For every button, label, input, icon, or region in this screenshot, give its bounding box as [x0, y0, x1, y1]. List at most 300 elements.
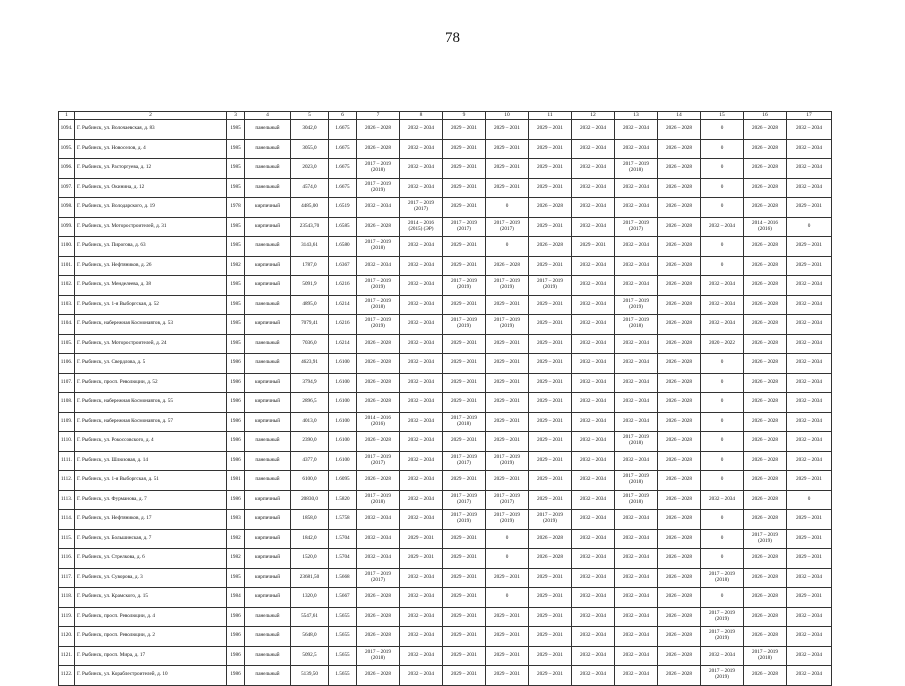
table-cell: 2029 – 2031	[529, 120, 572, 140]
table-cell: 2026 – 2028	[658, 139, 701, 159]
table-cell: 2032 – 2034	[357, 256, 400, 276]
table-cell: 1.6216	[329, 315, 357, 335]
table-cell: 2026 – 2028	[529, 198, 572, 218]
row-number-cell: 1108.	[59, 393, 75, 413]
table-cell: 2029 – 2031	[529, 412, 572, 432]
table-cell: панельный	[245, 354, 291, 374]
table-cell: 2032 – 2034	[787, 393, 832, 413]
table-cell: 1842,0	[291, 529, 329, 549]
column-header: 4	[245, 112, 291, 120]
row-number-cell: 1105.	[59, 334, 75, 354]
table-cell: 2017 – 2019 (2019)	[486, 315, 529, 335]
table-cell: 2029 – 2031	[529, 373, 572, 393]
table-cell: 0	[701, 549, 744, 569]
table-cell: 2029 – 2031	[443, 159, 486, 179]
table-cell: 2032 – 2034	[572, 354, 615, 374]
address-cell: Г. Рыбинск, набережная Космонавтов, д. 55	[75, 393, 227, 413]
table-cell: 2026 – 2028	[744, 607, 787, 627]
table-cell: кирпичный	[245, 198, 291, 218]
table-cell: 2032 – 2034	[787, 432, 832, 452]
table-cell: панельный	[245, 178, 291, 198]
table-cell: 2017 – 2019 (2018)	[615, 471, 658, 491]
table-cell: 2032 – 2034	[615, 627, 658, 647]
table-cell: 2032 – 2034	[400, 276, 443, 296]
table-cell: 2017 – 2019 (2017)	[443, 490, 486, 510]
table-cell: 1.6214	[329, 334, 357, 354]
table-cell: 2032 – 2034	[572, 588, 615, 608]
table-cell: 2014 – 2016 (2016)	[357, 412, 400, 432]
table-cell: 2032 – 2034	[787, 451, 832, 471]
table-cell: 2026 – 2028	[357, 588, 400, 608]
table-cell: 2032 – 2034	[572, 412, 615, 432]
table-row	[59, 315, 832, 335]
table-cell: 2032 – 2034	[615, 588, 658, 608]
table-cell: 2032 – 2034	[400, 256, 443, 276]
table-cell: 2026 – 2028	[744, 549, 787, 569]
table-cell: 2032 – 2034	[572, 549, 615, 569]
table-cell: 2026 – 2028	[658, 646, 701, 666]
table-cell: 2032 – 2034	[572, 666, 615, 686]
table-cell: 2032 – 2034	[615, 334, 658, 354]
table-cell: 0	[701, 393, 744, 413]
table-cell: панельный	[245, 432, 291, 452]
table-cell: 1986	[227, 627, 245, 647]
table-cell: 2029 – 2031	[486, 139, 529, 159]
table-cell: 2017 – 2019 (2018)	[615, 490, 658, 510]
table-cell: кирпичный	[245, 256, 291, 276]
column-header: 14	[658, 112, 701, 120]
address-cell: Г. Рыбинск, ул. 1-я Выборгская, д. 51	[75, 471, 227, 491]
table-cell: 2029 – 2031	[443, 588, 486, 608]
table-cell: кирпичный	[245, 276, 291, 296]
table-cell: 2032 – 2034	[400, 373, 443, 393]
row-number-cell: 1100.	[59, 237, 75, 257]
table-cell: 1.6100	[329, 373, 357, 393]
table-cell: 2032 – 2034	[701, 217, 744, 237]
table-cell: 2017 – 2019 (2017)	[357, 451, 400, 471]
table-cell: 2029 – 2031	[787, 549, 832, 569]
table-cell: 7036,0	[291, 334, 329, 354]
table-cell: 2029 – 2031	[443, 432, 486, 452]
address-cell: Г. Рыбинск, ул. Стрелкова, д. 6	[75, 549, 227, 569]
table-cell: 2026 – 2028	[744, 588, 787, 608]
table-cell: 2014 – 2016 (2016)	[744, 217, 787, 237]
table-cell: 2017 – 2019 (2018)	[615, 432, 658, 452]
table-cell: 2032 – 2034	[572, 276, 615, 296]
table-cell: 2032 – 2034	[400, 178, 443, 198]
table-cell: 2032 – 2034	[787, 607, 832, 627]
table-cell: 1986	[227, 354, 245, 374]
table-cell: кирпичный	[245, 529, 291, 549]
table-cell: 2026 – 2028	[744, 198, 787, 218]
address-cell: Г. Рыбинск, набережная Космонавтов, д. 57	[75, 412, 227, 432]
table-cell: 1.5704	[329, 529, 357, 549]
table-row	[59, 412, 832, 432]
row-number-cell: 1112.	[59, 471, 75, 491]
table-cell: 2029 – 2031	[443, 568, 486, 588]
table-cell: 2029 – 2031	[529, 295, 572, 315]
table-cell: 2026 – 2028	[658, 159, 701, 179]
row-number-cell: 1102.	[59, 276, 75, 296]
table-cell: 2026 – 2028	[744, 666, 787, 686]
table-cell: 2026 – 2028	[658, 510, 701, 530]
column-header: 5	[291, 112, 329, 120]
table-cell: 0	[701, 451, 744, 471]
table-cell: 2026 – 2028	[744, 373, 787, 393]
table-cell: 1.5655	[329, 646, 357, 666]
table-cell: 4574,0	[291, 178, 329, 198]
table-cell: 1986	[227, 432, 245, 452]
table-cell: 2032 – 2034	[615, 393, 658, 413]
table-cell: кирпичный	[245, 217, 291, 237]
table-cell: 1520,0	[291, 549, 329, 569]
column-header: 10	[486, 112, 529, 120]
table-cell: 1986	[227, 490, 245, 510]
table-cell: 2029 – 2031	[486, 393, 529, 413]
table-cell: 1982	[227, 529, 245, 549]
column-header: 9	[443, 112, 486, 120]
column-header: 6	[329, 112, 357, 120]
table-cell: 0	[701, 412, 744, 432]
table-cell: 2029 – 2031	[443, 549, 486, 569]
table-cell: 1986	[227, 393, 245, 413]
table-row	[59, 217, 832, 237]
table-cell: 2032 – 2034	[615, 510, 658, 530]
table-cell: 2029 – 2031	[529, 607, 572, 627]
table-cell: 2026 – 2028	[744, 237, 787, 257]
row-number-cell: 1101.	[59, 256, 75, 276]
table-cell: 0	[701, 354, 744, 374]
page-number: 78	[445, 30, 460, 46]
table-row	[59, 607, 832, 627]
table-row	[59, 354, 832, 374]
table-cell: 0	[701, 256, 744, 276]
row-number-cell: 1115.	[59, 529, 75, 549]
table-cell: 2017 – 2019 (2019)	[443, 276, 486, 296]
table-cell: 1985	[227, 237, 245, 257]
table-cell: 2017 – 2019 (2019)	[357, 178, 400, 198]
table-cell: 2029 – 2031	[787, 256, 832, 276]
table-cell: 2032 – 2034	[400, 412, 443, 432]
table-cell: 2032 – 2034	[400, 354, 443, 374]
table-cell: панельный	[245, 627, 291, 647]
table-row	[59, 178, 832, 198]
address-cell: Г. Рыбинск, ул. Кораблестроителей, д. 10	[75, 666, 227, 686]
row-number-cell: 1110.	[59, 432, 75, 452]
table-cell: 1.5668	[329, 568, 357, 588]
table-cell: панельный	[245, 295, 291, 315]
table-cell: 2029 – 2031	[529, 568, 572, 588]
table-cell: 2032 – 2034	[400, 237, 443, 257]
table-cell: 0	[701, 120, 744, 140]
table-cell: 1.6100	[329, 451, 357, 471]
table-cell: 2026 – 2028	[744, 490, 787, 510]
address-cell: Г. Рыбинск, ул. Большинская, д. 7	[75, 529, 227, 549]
table-cell: 1.6580	[329, 237, 357, 257]
table-cell: 2029 – 2031	[443, 120, 486, 140]
table-cell: 1983	[227, 510, 245, 530]
table-cell: 2020 – 2022	[701, 334, 744, 354]
table-cell: 2029 – 2031	[443, 471, 486, 491]
table-cell: 2029 – 2031	[486, 471, 529, 491]
address-cell: Г. Рыбинск, ул. Нефтяников, д. 26	[75, 256, 227, 276]
table-cell: 2029 – 2031	[529, 256, 572, 276]
table-cell: 2032 – 2034	[615, 412, 658, 432]
table-cell: 0	[787, 490, 832, 510]
table-cell: 2026 – 2028	[744, 354, 787, 374]
table-cell: 5648,0	[291, 627, 329, 647]
table-cell: 0	[486, 529, 529, 549]
table-cell: 1.6675	[329, 159, 357, 179]
row-number-cell: 1098.	[59, 198, 75, 218]
table-cell: 2032 – 2034	[787, 666, 832, 686]
table-cell: кирпичный	[245, 393, 291, 413]
row-number-cell: 1114.	[59, 510, 75, 530]
table-cell: 2026 – 2028	[357, 393, 400, 413]
table-cell: 2032 – 2034	[400, 607, 443, 627]
table-cell: 2026 – 2028	[529, 529, 572, 549]
table-cell: 2032 – 2034	[787, 334, 832, 354]
table-cell: 2032 – 2034	[615, 607, 658, 627]
table-cell: 2032 – 2034	[357, 529, 400, 549]
table-cell: 0	[701, 178, 744, 198]
table-cell: кирпичный	[245, 315, 291, 335]
table-cell: 2029 – 2031	[486, 432, 529, 452]
table-cell: 1986	[227, 373, 245, 393]
table-cell: 1.6675	[329, 120, 357, 140]
table-cell: 2029 – 2031	[486, 295, 529, 315]
table-cell: 2017 – 2019 (2017)	[357, 568, 400, 588]
table-cell: 1.6214	[329, 295, 357, 315]
table-cell: 20830,0	[291, 490, 329, 510]
table-cell: 1.5667	[329, 588, 357, 608]
table-cell: 2026 – 2028	[658, 432, 701, 452]
table-cell: 2029 – 2031	[529, 471, 572, 491]
table-cell: кирпичный	[245, 588, 291, 608]
table-cell: панельный	[245, 237, 291, 257]
table-cell: 2017 – 2019 (2018)	[701, 568, 744, 588]
table-cell: 7079,41	[291, 315, 329, 335]
address-cell: Г. Рыбинск, ул. Рокоссовского, д. 4	[75, 432, 227, 452]
table-cell: 1787,0	[291, 256, 329, 276]
address-cell: Г. Рыбинск, просп. Революции, д. 4	[75, 607, 227, 627]
column-header: 11	[529, 112, 572, 120]
table-cell: 2026 – 2028	[658, 237, 701, 257]
table-cell: 2032 – 2034	[787, 373, 832, 393]
table-cell: 2017 – 2019 (2019)	[744, 529, 787, 549]
table-cell: 2026 – 2028	[744, 432, 787, 452]
table-cell: 0	[701, 139, 744, 159]
table-cell: 2032 – 2034	[787, 159, 832, 179]
table-cell: 1985	[227, 120, 245, 140]
table-cell: панельный	[245, 159, 291, 179]
table-cell: 1.6585	[329, 217, 357, 237]
table-cell: 2032 – 2034	[615, 120, 658, 140]
table-cell: 1978	[227, 198, 245, 218]
table-cell: 2017 – 2019 (2019)	[529, 276, 572, 296]
address-cell: Г. Рыбинск, ул. Пирогова, д. 63	[75, 237, 227, 257]
table-cell: 1.5655	[329, 666, 357, 686]
table-cell: 2026 – 2028	[658, 588, 701, 608]
table-cell: 2032 – 2034	[400, 490, 443, 510]
table-cell: 2032 – 2034	[400, 315, 443, 335]
table-cell: 0	[787, 217, 832, 237]
table-cell: 1320,0	[291, 588, 329, 608]
table-cell: 1.5704	[329, 549, 357, 569]
table-cell: 2032 – 2034	[787, 354, 832, 374]
table-cell: 2896,5	[291, 393, 329, 413]
table-cell: 2029 – 2031	[529, 159, 572, 179]
column-header: 3	[227, 112, 245, 120]
table-cell: 2032 – 2034	[787, 120, 832, 140]
table-cell: 2029 – 2031	[486, 159, 529, 179]
table-row	[59, 373, 832, 393]
table-cell: кирпичный	[245, 412, 291, 432]
column-header: 16	[744, 112, 787, 120]
address-cell: Г. Рыбинск, ул. Моторостроителей, д. 31	[75, 217, 227, 237]
table-cell: 1.6095	[329, 471, 357, 491]
table-cell: 2032 – 2034	[572, 471, 615, 491]
table-cell: 2017 – 2019 (2018)	[443, 412, 486, 432]
table-cell: 2029 – 2031	[486, 666, 529, 686]
table-cell: 2026 – 2028	[658, 549, 701, 569]
table-cell: 2032 – 2034	[701, 276, 744, 296]
table-cell: 2029 – 2031	[529, 139, 572, 159]
table-cell: 1.6367	[329, 256, 357, 276]
row-number-cell: 1122.	[59, 666, 75, 686]
row-number-cell: 1094.	[59, 120, 75, 140]
table-row	[59, 256, 832, 276]
table-row	[59, 139, 832, 159]
row-number-cell: 1120.	[59, 627, 75, 647]
table-row	[59, 588, 832, 608]
table-cell: 2029 – 2031	[443, 529, 486, 549]
table-cell: 1.6100	[329, 354, 357, 374]
table-row	[59, 529, 832, 549]
table-cell: панельный	[245, 607, 291, 627]
address-cell: Г. Рыбинск, ул. Шлюзовая, д. 14	[75, 451, 227, 471]
table-cell: 0	[701, 198, 744, 218]
table-cell: 1985	[227, 276, 245, 296]
table-cell: панельный	[245, 334, 291, 354]
table-cell: 1.6100	[329, 432, 357, 452]
table-cell: 2017 – 2019 (2018)	[615, 159, 658, 179]
table-cell: панельный	[245, 451, 291, 471]
column-header: 1	[59, 112, 75, 120]
table-cell: 2032 – 2034	[572, 315, 615, 335]
table-cell: 2032 – 2034	[400, 588, 443, 608]
table-cell: 2026 – 2028	[658, 490, 701, 510]
table-cell: 2032 – 2034	[400, 139, 443, 159]
table-cell: 2026 – 2028	[357, 666, 400, 686]
address-cell: Г. Рыбинск, ул. 1-я Выборгская, д. 52	[75, 295, 227, 315]
table-cell: 2026 – 2028	[357, 139, 400, 159]
row-number-cell: 1119.	[59, 607, 75, 627]
table-cell: 2032 – 2034	[572, 198, 615, 218]
table-cell: 2017 – 2019 (2019)	[486, 451, 529, 471]
table-cell: 2029 – 2031	[529, 315, 572, 335]
table-cell: 2026 – 2028	[744, 256, 787, 276]
table-cell: 2026 – 2028	[357, 373, 400, 393]
table-cell: 2029 – 2031	[443, 666, 486, 686]
row-number-cell: 1113.	[59, 490, 75, 510]
table-cell: 2026 – 2028	[744, 139, 787, 159]
table-cell: 0	[701, 237, 744, 257]
column-header: 12	[572, 112, 615, 120]
table-cell: 2026 – 2028	[658, 412, 701, 432]
table-cell: 2017 – 2019 (2019)	[443, 510, 486, 530]
column-header: 15	[701, 112, 744, 120]
table-cell: 2032 – 2034	[400, 646, 443, 666]
table-cell: 2032 – 2034	[615, 198, 658, 218]
table-row	[59, 393, 832, 413]
table-cell: 2032 – 2034	[572, 139, 615, 159]
table-cell: 2029 – 2031	[486, 646, 529, 666]
table-cell: 2026 – 2028	[357, 217, 400, 237]
table-cell: 1985	[227, 159, 245, 179]
table-cell: 1985	[227, 217, 245, 237]
table-cell: 2032 – 2034	[572, 451, 615, 471]
table-cell: 1.5655	[329, 627, 357, 647]
table-cell: 2029 – 2031	[486, 412, 529, 432]
table-cell: 2032 – 2034	[701, 490, 744, 510]
table-cell: 2026 – 2028	[357, 120, 400, 140]
row-number-cell: 1121.	[59, 646, 75, 666]
address-cell: Г. Рыбинск, ул. Суворова, д. 3	[75, 568, 227, 588]
column-header: 13	[615, 112, 658, 120]
table-cell: 2032 – 2034	[572, 217, 615, 237]
table-cell: 0	[701, 529, 744, 549]
row-number-cell: 1106.	[59, 354, 75, 374]
table-cell: 2026 – 2028	[744, 334, 787, 354]
table-cell: 2026 – 2028	[744, 471, 787, 491]
table-cell: 2026 – 2028	[357, 607, 400, 627]
table-cell: 2032 – 2034	[572, 256, 615, 276]
table-cell: панельный	[245, 471, 291, 491]
row-number-cell: 1103.	[59, 295, 75, 315]
table-cell: 2017 – 2019 (2018)	[357, 295, 400, 315]
table-cell: 2026 – 2028	[658, 315, 701, 335]
table-cell: 2032 – 2034	[787, 568, 832, 588]
table-cell: 2017 – 2019 (2018)	[744, 646, 787, 666]
table-cell: 2029 – 2031	[529, 217, 572, 237]
table-row	[59, 432, 832, 452]
table-row	[59, 237, 832, 257]
table-cell: 2032 – 2034	[400, 334, 443, 354]
table-cell: 2029 – 2031	[529, 490, 572, 510]
row-number-cell: 1095.	[59, 139, 75, 159]
table-cell: панельный	[245, 646, 291, 666]
table-cell: 2029 – 2031	[529, 666, 572, 686]
table-cell: 0	[701, 432, 744, 452]
table-cell: 2026 – 2028	[744, 315, 787, 335]
row-number-cell: 1117.	[59, 568, 75, 588]
table-cell: 2029 – 2031	[787, 237, 832, 257]
table-cell: 2029 – 2031	[400, 549, 443, 569]
table-cell: 1.6519	[329, 198, 357, 218]
table-cell: 2026 – 2028	[744, 159, 787, 179]
table-cell: 2029 – 2031	[486, 334, 529, 354]
table-cell: 1985	[227, 295, 245, 315]
table-cell: 2026 – 2028	[658, 120, 701, 140]
table-cell: 2029 – 2031	[443, 178, 486, 198]
table-cell: 5091,9	[291, 276, 329, 296]
table-cell: кирпичный	[245, 373, 291, 393]
address-cell: Г. Рыбинск, ул. Новоселов, д. 4	[75, 139, 227, 159]
table-cell: 2026 – 2028	[658, 393, 701, 413]
table-cell: 1981	[227, 471, 245, 491]
table-cell: 2026 – 2028	[529, 549, 572, 569]
